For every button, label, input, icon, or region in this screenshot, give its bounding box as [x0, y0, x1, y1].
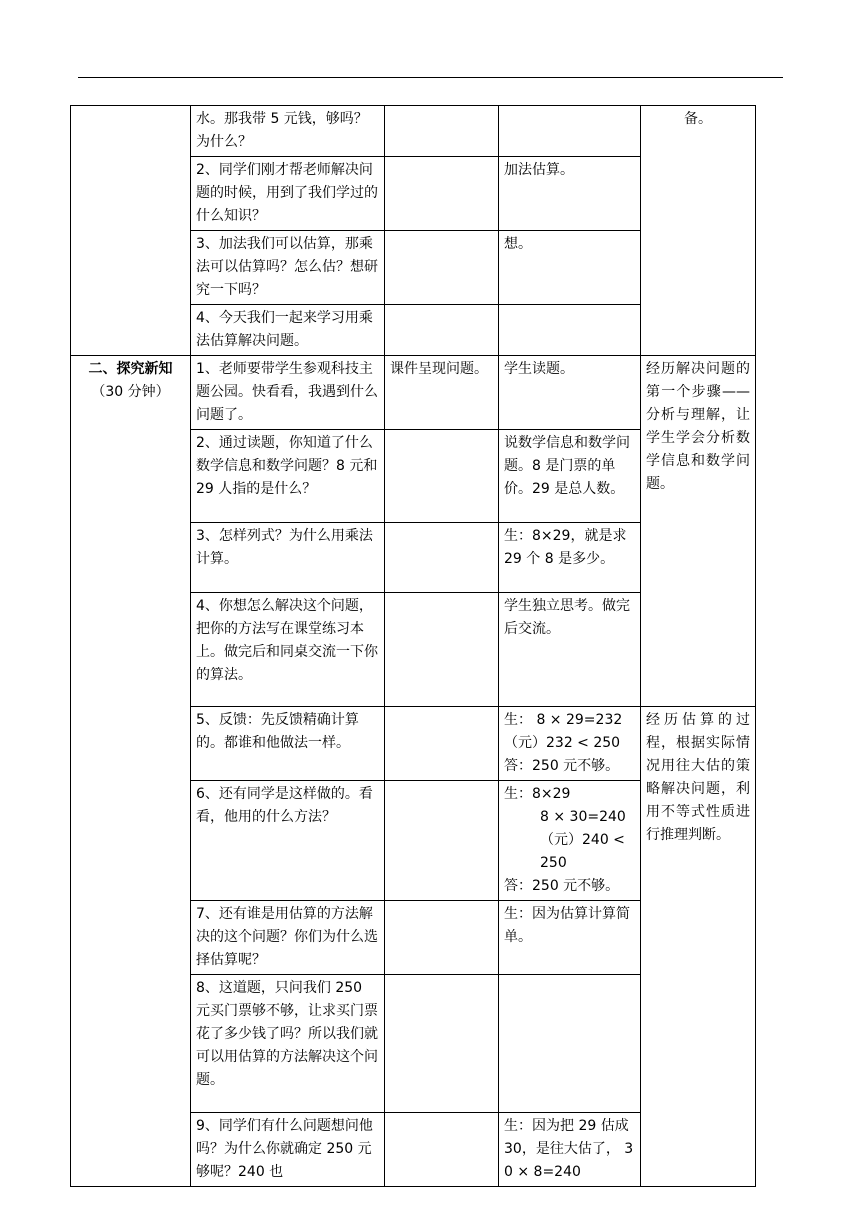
student-line: 生： 8 × 29=232（元）232 < 250: [504, 712, 623, 751]
media-cell: [385, 781, 499, 901]
teacher-activity: 6、还有同学是这样做的。看看，他用的什么方法？: [191, 781, 385, 901]
student-activity: 加法估算。: [499, 157, 641, 231]
teacher-activity: 3、加法我们可以估算，那乘法可以估算吗？怎么估？想研究一下吗？: [191, 231, 385, 305]
teacher-activity: 8、这道题，只问我们 250 元买门票够不够，让求买门票花了多少钱了吗？所以我们就可以用估算的方法解决这个问题。: [191, 975, 385, 1113]
student-activity: 生：因为估算计算简单。: [499, 901, 641, 975]
teacher-activity: 水。那我带 5 元钱，够吗？为什么？: [191, 106, 385, 157]
media-cell: [385, 106, 499, 157]
lesson-plan-table: [70, 105, 756, 1187]
student-activity: 生：8×29，就是求 29 个 8 是多少。: [499, 523, 641, 593]
teacher-activity: 1、老师要带学生参观科技主题公园。快看看，我遇到什么问题了。: [191, 356, 385, 430]
student-line: 答：250 元不够。: [504, 758, 620, 774]
media-cell: [385, 593, 499, 707]
teacher-activity: 2、通过读题，你知道了什么数学信息和数学问题？8 元和 29 人指的是什么？: [191, 430, 385, 523]
header-rule: [78, 77, 783, 78]
stage-cell-empty: [71, 106, 191, 356]
teacher-activity: 3、怎样列式？为什么用乘法计算。: [191, 523, 385, 593]
media-cell: [385, 430, 499, 523]
student-activity: 学生独立思考。做完后交流。: [499, 593, 641, 707]
media-cell: [385, 231, 499, 305]
media-cell: [385, 975, 499, 1113]
media-cell: [385, 157, 499, 231]
stage-time: （30 分钟）: [91, 384, 170, 400]
media-cell: [385, 523, 499, 593]
teacher-activity: 7、还有谁是用估算的方法解决的这个问题？你们为什么选择估算呢？: [191, 901, 385, 975]
student-activity: [499, 975, 641, 1113]
student-activity: 生：因为把 29 估成 30，是往大估了， 30 × 8=240: [499, 1113, 641, 1187]
teacher-activity: 5、反馈：先反馈精确计算的。都谁和他做法一样。: [191, 707, 385, 781]
student-activity: [499, 781, 641, 901]
media-cell: [385, 305, 499, 356]
teacher-activity: 2、同学们刚才帮老师解决问题的时候，用到了我们学过的什么知识？: [191, 157, 385, 231]
stage-name: 二、探究新知: [88, 361, 173, 377]
student-line: 8 × 30=240（元）240 < 250: [540, 809, 626, 871]
student-activity: 说数学信息和数学问题。8 是门票的单价。29 是总人数。: [499, 430, 641, 523]
design-intent: 经历解决问题的第一个步骤——分析与理解，让学生学会分析数学信息和数学问题。: [641, 356, 756, 707]
media-cell: [385, 1113, 499, 1187]
stage-cell: [71, 356, 191, 1187]
student-activity: 学生读题。: [499, 356, 641, 430]
student-line: 答：250 元不够。: [504, 878, 620, 894]
teacher-activity: 4、你想怎么解决这个问题，把你的方法写在课堂练习本上。做完后和同桌交流一下你的算法。: [191, 593, 385, 707]
student-activity: 想。: [499, 231, 641, 305]
student-activity: [499, 106, 641, 157]
student-activity: [499, 707, 641, 781]
media-cell: [385, 901, 499, 975]
student-activity: [499, 305, 641, 356]
student-line: 生：8×29: [504, 786, 571, 802]
design-intent: 经历估算的过程，根据实际情况用往大估的策略解决问题，利用不等式性质进行推理判断。: [641, 707, 756, 1187]
teacher-activity: 9、同学们有什么问题想问他吗？为什么你就确定 250 元够呢？240 也: [191, 1113, 385, 1187]
teacher-activity: 4、今天我们一起来学习用乘法估算解决问题。: [191, 305, 385, 356]
table-row: [71, 356, 756, 430]
design-intent: 备。: [641, 106, 756, 356]
media-cell: [385, 707, 499, 781]
table-row: [71, 106, 756, 157]
media-cell: 课件呈现问题。: [385, 356, 499, 430]
